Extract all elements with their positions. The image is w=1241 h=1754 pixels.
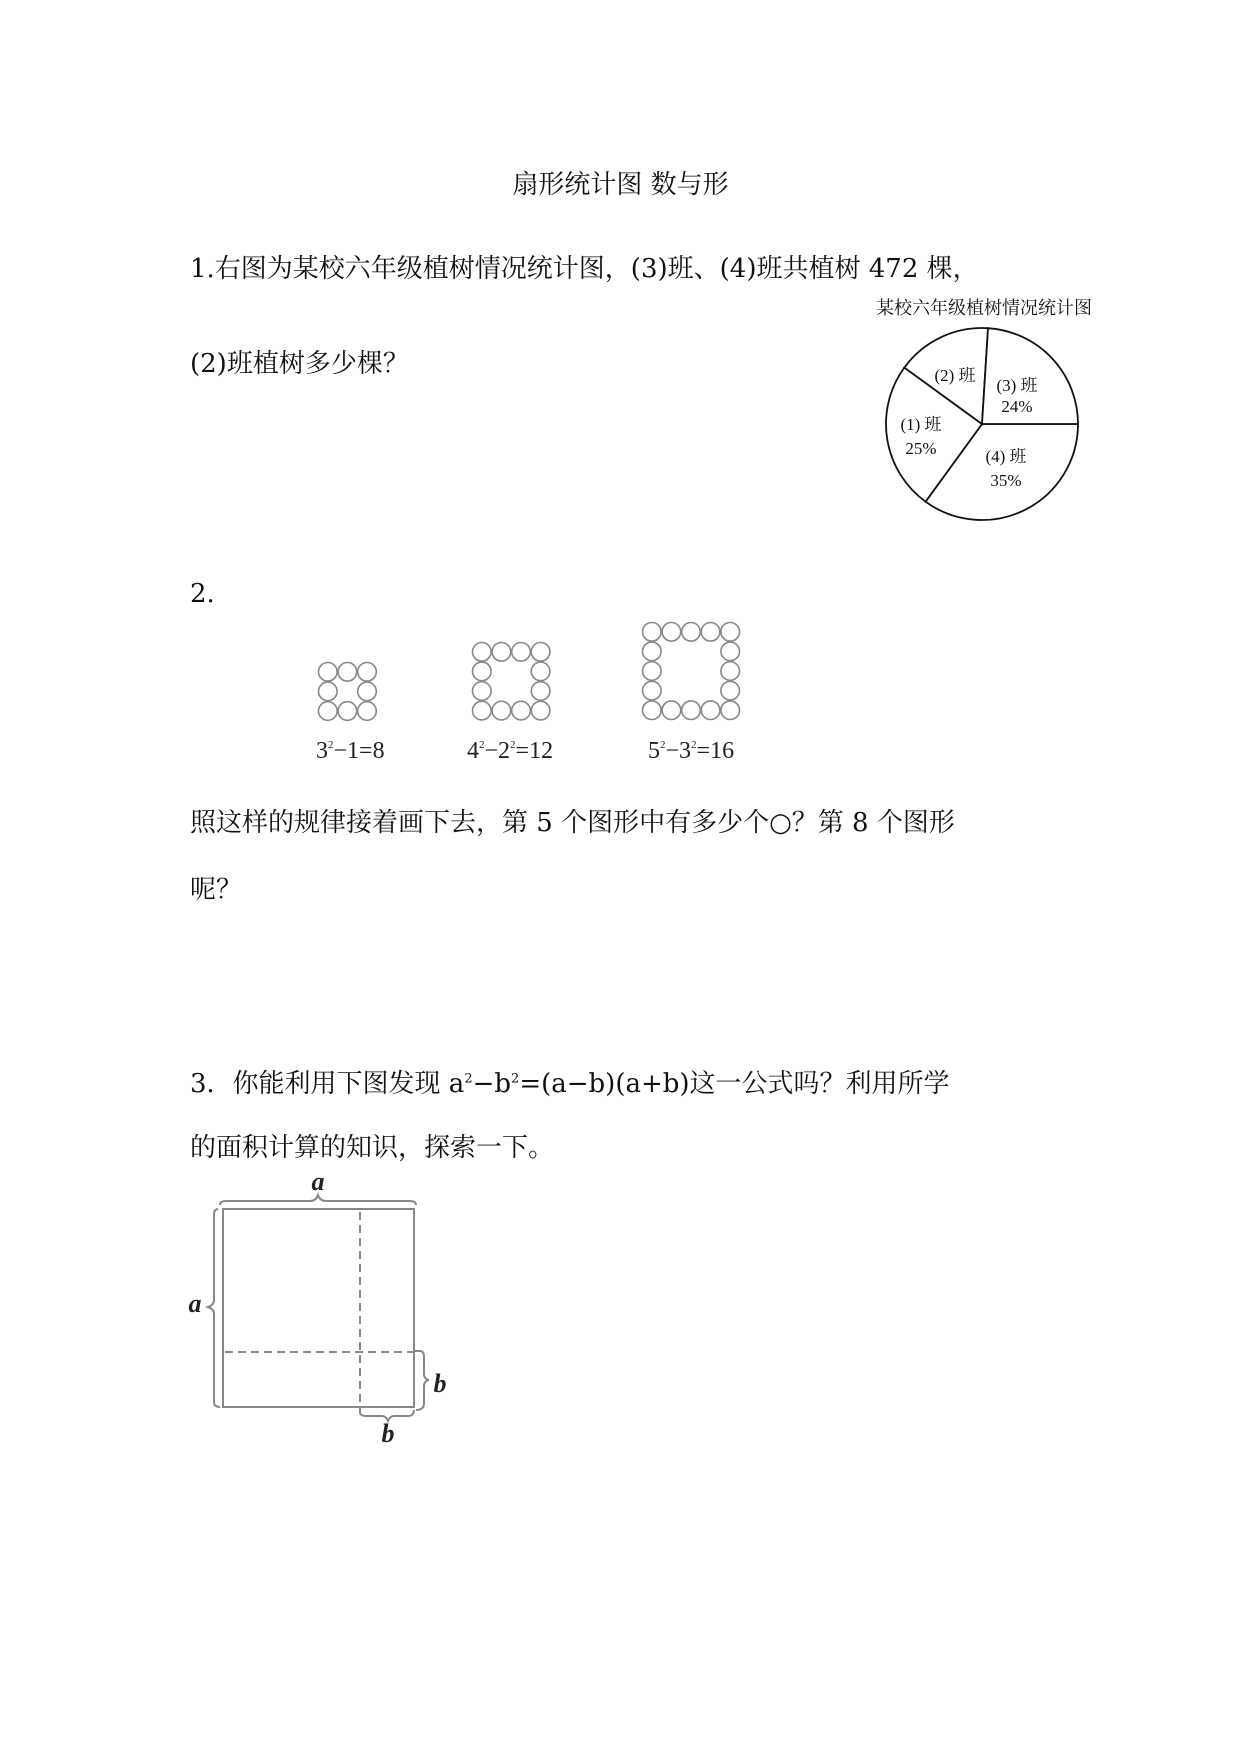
pie-label-class2: (2) 班 bbox=[934, 366, 976, 385]
pattern-circle bbox=[662, 623, 681, 642]
pattern-circle bbox=[473, 662, 492, 681]
pattern-circle bbox=[531, 682, 550, 701]
pie-chart-title: 某校六年级植树情况统计图 bbox=[876, 298, 1092, 319]
pattern-circle bbox=[319, 702, 338, 721]
pie-label-class3: (3) 班 bbox=[996, 376, 1038, 395]
formula-1: $3^2-1=8$ bbox=[316, 738, 385, 764]
pattern-circle bbox=[492, 701, 511, 720]
pattern-circle bbox=[721, 681, 740, 700]
q1-text-line1: 1.右图为某校六年级植树情况统计图，(3)班、(4)班共植树 472 棵， bbox=[190, 254, 979, 284]
pattern-circle bbox=[319, 682, 338, 701]
pie-percent-class1: 25% bbox=[905, 439, 937, 458]
pattern-circle bbox=[358, 702, 377, 721]
pattern-circle bbox=[531, 701, 550, 720]
label-b-right: b bbox=[433, 1369, 447, 1398]
pattern-circle bbox=[643, 701, 662, 720]
pattern-circle bbox=[701, 701, 720, 720]
pattern-circle bbox=[531, 662, 550, 681]
pie-label-class1: (1) 班 bbox=[900, 415, 942, 434]
pattern-circle bbox=[662, 701, 681, 720]
right-brace bbox=[414, 1351, 429, 1410]
pattern-circle bbox=[721, 701, 740, 720]
pattern-circle bbox=[358, 682, 377, 701]
formula-3: $5^2-3^2=16$ bbox=[648, 738, 735, 764]
q2-text-line1: 照这样的规律接着画下去，第 5 个图形中有多少个○？第 8 个图形 bbox=[190, 808, 955, 838]
pattern-circle bbox=[682, 701, 701, 720]
label-b-bottom: b bbox=[381, 1419, 395, 1448]
pattern-circle bbox=[473, 701, 492, 720]
pie-chart bbox=[876, 297, 1092, 520]
pattern-circle bbox=[492, 643, 511, 662]
pattern-circle bbox=[473, 643, 492, 662]
pattern-circle bbox=[358, 663, 377, 682]
q3-text-line1: 3．你能利用下图发现 $a^2-b^2=(a-b)(a+b)$这一公式吗？利用所学 bbox=[190, 1069, 950, 1099]
label-a-top: a bbox=[311, 1167, 325, 1196]
pattern-circle bbox=[721, 642, 740, 661]
pattern-circle bbox=[721, 662, 740, 681]
pattern-circle bbox=[338, 702, 357, 721]
q3-text-line2: 的面积计算的知识，探索一下。 bbox=[190, 1133, 555, 1163]
pattern-circle bbox=[721, 623, 740, 642]
pattern-circle bbox=[512, 701, 531, 720]
page-title: 扇形统计图 数与形 bbox=[512, 170, 729, 200]
pattern-circle bbox=[643, 662, 662, 681]
pattern-circle bbox=[643, 681, 662, 700]
circle-pattern-figures bbox=[319, 623, 740, 721]
q1-text-line2: (2)班植树多少棵？ bbox=[190, 349, 409, 379]
pattern-circle bbox=[682, 623, 701, 642]
formula-2: $4^2-2^2=12$ bbox=[467, 738, 554, 764]
q2-text-line2: 呢？ bbox=[190, 875, 243, 905]
label-a-left: a bbox=[188, 1289, 202, 1318]
pie-percent-class3: 24% bbox=[1001, 397, 1033, 416]
pattern-circle bbox=[531, 643, 550, 662]
pattern-circle bbox=[512, 643, 531, 662]
pie-percent-class4: 35% bbox=[990, 471, 1022, 490]
pattern-circle bbox=[319, 663, 338, 682]
pattern-circle bbox=[338, 663, 357, 682]
left-brace bbox=[208, 1209, 220, 1407]
top-brace bbox=[220, 1195, 416, 1205]
outer-square bbox=[223, 1209, 414, 1407]
pattern-circle bbox=[643, 623, 662, 642]
pattern-circle bbox=[473, 682, 492, 701]
q2-number: 2. bbox=[190, 579, 215, 609]
square-diagram bbox=[208, 1195, 429, 1421]
pie-label-class4: (4) 班 bbox=[985, 447, 1027, 466]
pattern-circle bbox=[701, 623, 720, 642]
pattern-circle bbox=[643, 642, 662, 661]
